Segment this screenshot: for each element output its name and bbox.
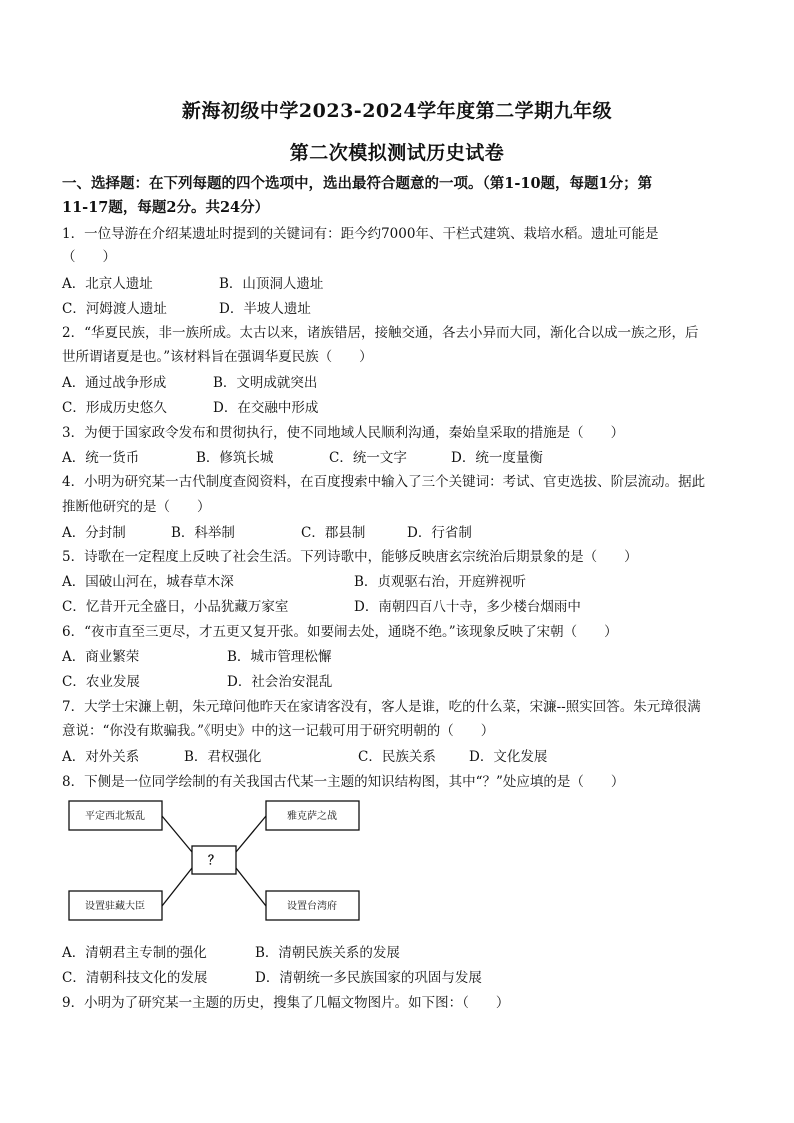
diagram-label-bottom-right: 设置台湾府	[287, 901, 337, 912]
question-4-option-b: B．科举制	[171, 525, 235, 541]
diagram-connector-bl	[162, 868, 192, 906]
question-7-stem: 7．大学士宋濂上朝，朱元璋问他昨天在家请客没有，客人是谁，吃的什么菜，宋濂--照实回答。朱元璋很满	[62, 699, 701, 715]
question-5-option-c: C．忆昔开元全盛日，小品犹藏万家室	[62, 599, 289, 615]
question-4-stem: 4．小明为研究某一古代制度查阅资料，在百度搜索中输入了三个关键词：考试、官吏选拔、阶层流动。据此	[62, 474, 706, 490]
exam-title-line2: 第二次模拟测试历史试卷	[289, 142, 505, 164]
question-3-option-b: B．修筑长城	[196, 450, 274, 466]
question-4-stem-cont: 推断他研究的是（ ）	[62, 499, 211, 515]
question-3-option-c: C．统一文字	[329, 450, 407, 466]
question-2-option-a: A．通过战争形成	[62, 375, 167, 391]
question-5-option-d: D．南朝四百八十寺，多少楼台烟雨中	[354, 599, 581, 615]
question-5-option-a: A．国破山河在，城春草木深	[62, 574, 234, 590]
question-1-option-c: C．河姆渡人遗址	[62, 301, 167, 317]
question-7-option-d: D．文化发展	[469, 749, 548, 765]
diagram-svg	[64, 796, 364, 926]
question-8-option-c: C．清朝科技文化的发展	[62, 970, 208, 986]
question-3-option-a: A．统一货币	[62, 450, 140, 466]
question-2-option-c: C．形成历史悠久	[62, 400, 167, 416]
question-1-stem: 1．一位导游在介绍某遗址时提到的关键词有：距今约7000年、干栏式建筑、栽培水稻。遗址可能是	[62, 226, 659, 242]
diagram-connector-tr	[236, 816, 266, 852]
question-7-option-a: A．对外关系	[62, 749, 140, 765]
section-heading: 一、选择题：在下列每题的四个选项中，选出最符合题意的一项。（第1-10题，每题1分；第	[62, 175, 653, 192]
question-3-option-d: D．统一度量衡	[451, 450, 543, 466]
question-1-option-a: A．北京人遗址	[62, 276, 153, 292]
question-8-stem: 8．下侧是一位同学绘制的有关我国古代某一主题的知识结构图，其中“？”处应填的是（ ）	[62, 774, 625, 790]
diagram-label-center: ？	[207, 853, 221, 867]
question-1-option-b: B．山顶洞人遗址	[219, 276, 324, 292]
question-2-stem-cont: 世所谓诸夏是也。”该材料旨在强调华夏民族（ ）	[62, 349, 373, 365]
question-2-stem: 2．“华夏民族，非一族所成。太古以来，诸族错居，接触交通，各去小异而大同，渐化合以成一族之形，后	[62, 325, 699, 341]
question-8-option-d: D．清朝统一多民族国家的巩固与发展	[255, 970, 482, 986]
question-3-stem: 3．为便于国家政令发布和贯彻执行，使不同地域人民顺利沟通，秦始皇采取的措施是（ ）	[62, 425, 625, 441]
question-6-option-c: C．农业发展	[62, 674, 140, 690]
question-7-option-b: B．君权强化	[184, 749, 262, 765]
question-2-option-b: B．文明成就突出	[213, 375, 318, 391]
section-heading-cont: 11-17题，每题2分。共24分）	[62, 199, 270, 216]
question-1-stem-cont: （ ）	[62, 249, 116, 265]
question-4-option-c: C．郡县制	[301, 525, 366, 541]
question-6-stem: 6．“夜市直至三更尽，才五更又复开张。如要闹去处，通晓不绝。”该现象反映了宋朝（ ）	[62, 624, 618, 640]
diagram-connector-tl	[162, 816, 192, 852]
question-9-stem: 9．小明为了研究某一主题的历史，搜集了几幅文物图片。如下图：（ ）	[62, 995, 510, 1011]
question-8-option-a: A．清朝君主专制的强化	[62, 945, 207, 961]
diagram-label-top-right: 雅克萨之战	[287, 811, 337, 822]
question-6-option-d: D．社会治安混乱	[227, 674, 333, 690]
question-1-option-d: D．半坡人遗址	[219, 301, 311, 317]
diagram-connector-br	[236, 868, 266, 906]
question-5-option-b: B．贞观驱右治，开庭辨视听	[354, 574, 526, 590]
question-4-option-d: D．行省制	[407, 525, 472, 541]
question-7-stem-cont: 意说：“你没有欺骗我。”《明史》中的这一记载可用于研究明朝的（ ）	[62, 723, 495, 739]
knowledge-structure-diagram	[64, 796, 364, 926]
diagram-label-top-left: 平定西北叛乱	[85, 811, 145, 822]
exam-title-line1: 新海初级中学2023-2024学年度第二学期九年级	[181, 100, 613, 122]
question-6-option-a: A．商业繁荣	[62, 649, 140, 665]
diagram-label-bottom-left: 设置驻藏大臣	[85, 901, 145, 912]
question-4-option-a: A．分封制	[62, 525, 126, 541]
question-6-option-b: B．城市管理松懈	[227, 649, 332, 665]
question-7-option-c: C．民族关系	[358, 749, 436, 765]
question-8-option-b: B．清朝民族关系的发展	[255, 945, 400, 961]
question-2-option-d: D．在交融中形成	[213, 400, 319, 416]
question-5-stem: 5．诗歌在一定程度上反映了社会生活。下列诗歌中，能够反映唐玄宗统治后期景象的是（ ）	[62, 549, 638, 565]
